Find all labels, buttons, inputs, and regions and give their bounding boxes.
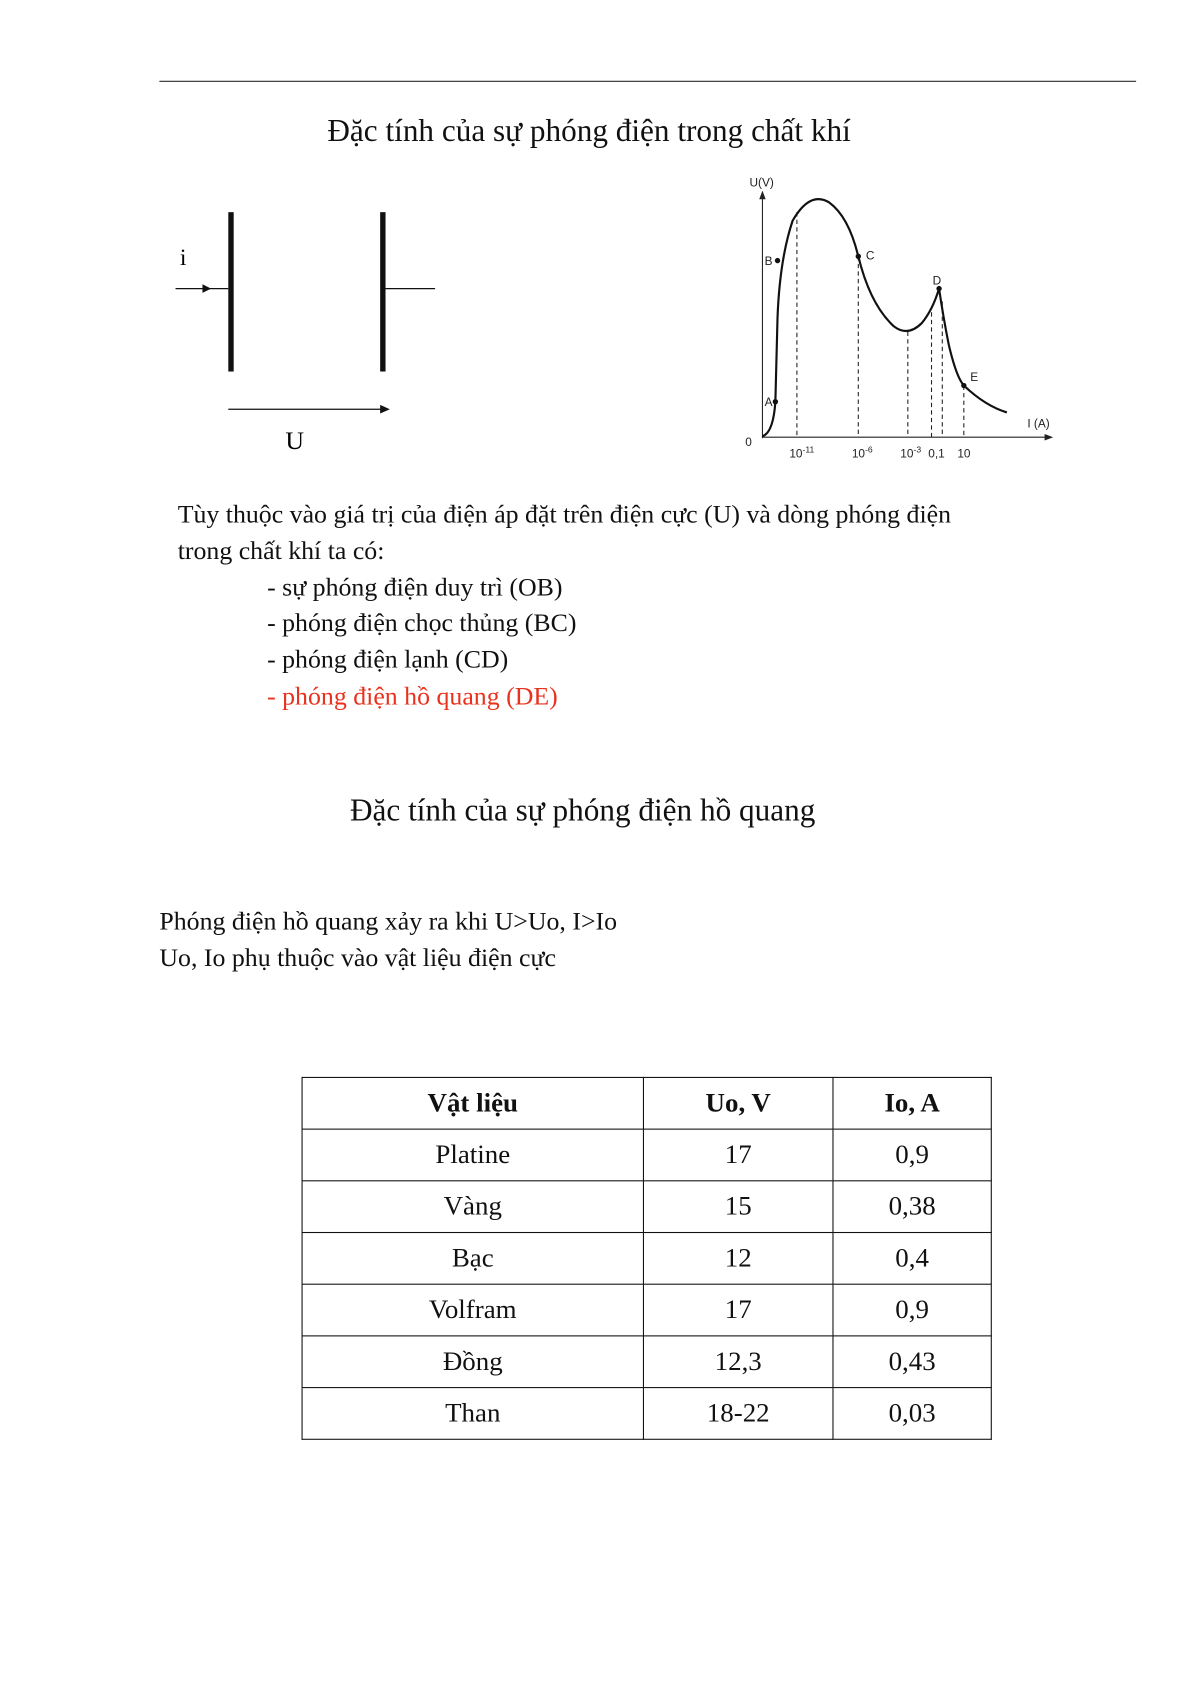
cell-io: 0,4 [833,1233,991,1285]
point-label-a: A [764,394,773,409]
cell-material: Bạc [302,1233,643,1285]
header-material: Vật liệu [302,1077,643,1129]
header-io: Io, A [833,1077,991,1129]
x-tick-1e-11: $10^{-11}$ [789,444,815,461]
current-arrow-icon [202,284,211,293]
list-item: - phóng điện lạnh (CD) [267,646,509,675]
list-item: - sự phóng điện duy trì (OB) [267,573,563,602]
discharge-graph [732,167,1077,469]
cell-uo: 12,3 [643,1336,833,1388]
cell-io: 0,9 [833,1284,991,1336]
cell-io: 0,43 [833,1336,991,1388]
table-row [302,1233,991,1285]
section2-title: Đặc tính của sự phóng điện hồ quang [349,793,816,829]
current-label: i [179,244,187,271]
characteristic-curve [762,199,1006,436]
cell-io: 0,03 [833,1388,991,1440]
origin-label: 0 [745,434,752,449]
table-header-row [302,1077,991,1129]
x-tick-1e-6: $10^{-6}$ [851,444,873,461]
cell-io: 0,38 [833,1181,991,1233]
arc-dependency-line: Uo, Io phụ thuộc vào vật liệu điện cực [159,944,556,973]
point-label-b: B [764,253,773,268]
x-axis-label: I (A) [1027,416,1050,431]
intro-line-1: Tùy thuộc vào giá trị của điện áp đặt trên điện cực (U) và dòng phóng điện [177,500,952,529]
arc-condition-line: Phóng điện hồ quang xảy ra khi U>Uo, I>Io [159,907,618,936]
table-row [302,1129,991,1181]
right-electrode [380,212,385,371]
section1-title: Đặc tính của sự phóng điện trong chất khí [327,114,851,149]
electrode-diagram [162,205,453,463]
table-row [302,1181,991,1233]
list-item: - phóng điện chọc thủng (BC) [267,609,577,638]
list-item-highlighted: - phóng điện hồ quang (DE) [267,682,558,711]
cell-material: Than [302,1388,643,1440]
y-axis-label: U(V) [749,175,774,190]
point-label-c: C [865,248,875,263]
voltage-arrow-icon [380,405,390,414]
cell-material: Đồng [302,1336,643,1388]
cell-uo: 15 [643,1181,833,1233]
cell-material: Volfram [302,1284,643,1336]
point-label-d: D [932,273,942,288]
cell-uo: 17 [643,1284,833,1336]
table-row [302,1388,991,1440]
table-row [302,1336,991,1388]
point-label-e: E [970,370,979,385]
x-tick-0-1: 0,1 [928,446,945,461]
table-row [302,1284,991,1336]
x-tick-10: 10 [957,446,971,461]
intro-line-2: trong chất khí ta có: [177,537,385,566]
cell-io: 0,9 [833,1129,991,1181]
cell-uo: 18-22 [643,1388,833,1440]
x-axis-arrow-icon [1045,434,1054,440]
dashed-guides [797,212,964,437]
y-axis-arrow-icon [759,191,765,200]
cell-material: Vàng [302,1181,643,1233]
voltage-label: U [285,426,305,456]
header-uo: Uo, V [643,1077,833,1129]
cell-uo: 17 [643,1129,833,1181]
x-tick-1e-3: $10^{-3}$ [900,444,922,461]
cell-uo: 12 [643,1233,833,1285]
material-table [302,1077,992,1440]
cell-material: Platine [302,1129,643,1181]
left-electrode [228,212,233,371]
header-rule [159,81,1136,82]
